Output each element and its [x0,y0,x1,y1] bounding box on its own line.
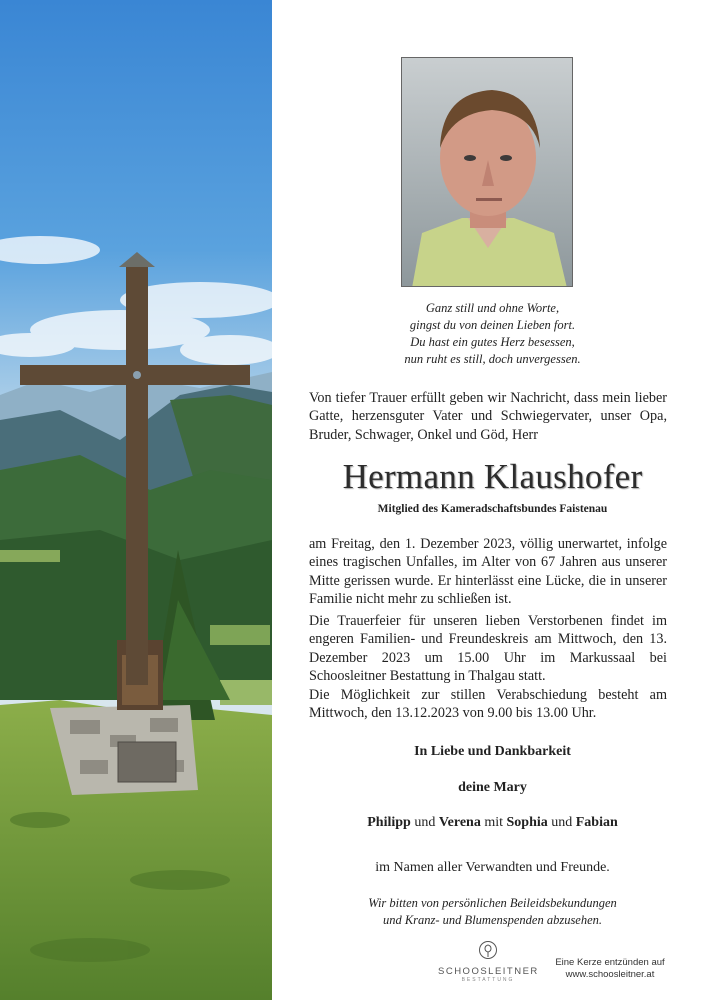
poem-line: nun ruht es still, doch unvergessen. [404,352,581,366]
website-url[interactable]: www.schoosleitner.at [565,969,655,980]
poem-line: Ganz still und ohne Worte, [425,301,560,315]
funeral-paragraph: Die Trauerfeier für unseren lieben Verstorbenen findet im engeren Familien- und Freundeskreis am Mittwoch, den 13. Dezember 2023 um 15.00 Uhr im Markussaal bei Schoosleitner Bestattung in Thalgau statt. [309,613,667,684]
deceased-name: Hermann Klaushofer [342,457,643,496]
logo-name: SCHOOSLEITNER [438,966,539,977]
wife-signature: deine Mary [458,780,527,795]
summit-cross-photo [0,0,272,1000]
farewell-paragraph: Die Möglichkeit zur stillen Verabschiedung besteht am Mittwoch, den 13.12.2023 von 9.00 bis 13.00 Uhr. [309,687,667,722]
logo-subtitle: BESTATTUNG [461,977,515,983]
condolence-request [272,895,713,929]
request-line: Wir bitten von persönlichen Beileidsbekundungen [368,896,617,910]
poem [272,300,713,368]
conjunction: und [414,815,436,830]
death-notice-paragraph: am Freitag, den 1. Dezember 2023, völlig unerwartet, infolge eines tragischen Unfalles, im Alter von 67 Jahren aus unserer Mitte gerissen wurde. Er hinterlässt eine Lücke, die in unserer Familie nicht mehr zu schließen ist. [309,536,667,607]
children-signature [272,815,713,831]
child-name: Verena [438,815,481,830]
grandchild-name: Fabian [575,815,618,830]
rose-icon [478,940,498,960]
conjunction: und [551,815,573,830]
poem-line: Du hast ein gutes Herz besessen, [410,335,575,349]
obituary-content [272,0,713,1000]
membership-line: Mitglied des Kameradschaftsbundes Faistenau [377,503,608,515]
intro-text: Von tiefer Trauer erfüllt geben wir Nachricht, dass mein lieber Gatte, herzensguter Vater und Schwiegervater, unser Opa, Bruder, Schwager, Onkel und Göd, Herr [309,390,667,443]
request-line: und Kranz- und Blumenspenden abzusehen. [382,913,603,927]
poem-line: gingst du von deinen Lieben fort. [409,318,576,332]
closing-line: In Liebe und Dankbarkeit [414,744,571,759]
candle-link[interactable] [550,957,670,981]
portrait-photo [401,57,573,287]
relatives-line: im Namen aller Verwandten und Freunde. [375,860,610,875]
candle-text: Eine Kerze entzünden auf [555,957,665,968]
grandchild-name: Sophia [506,815,548,830]
conjunction: mit [484,815,503,830]
funeral-home-logo [438,940,538,983]
child-name: Philipp [367,815,411,830]
